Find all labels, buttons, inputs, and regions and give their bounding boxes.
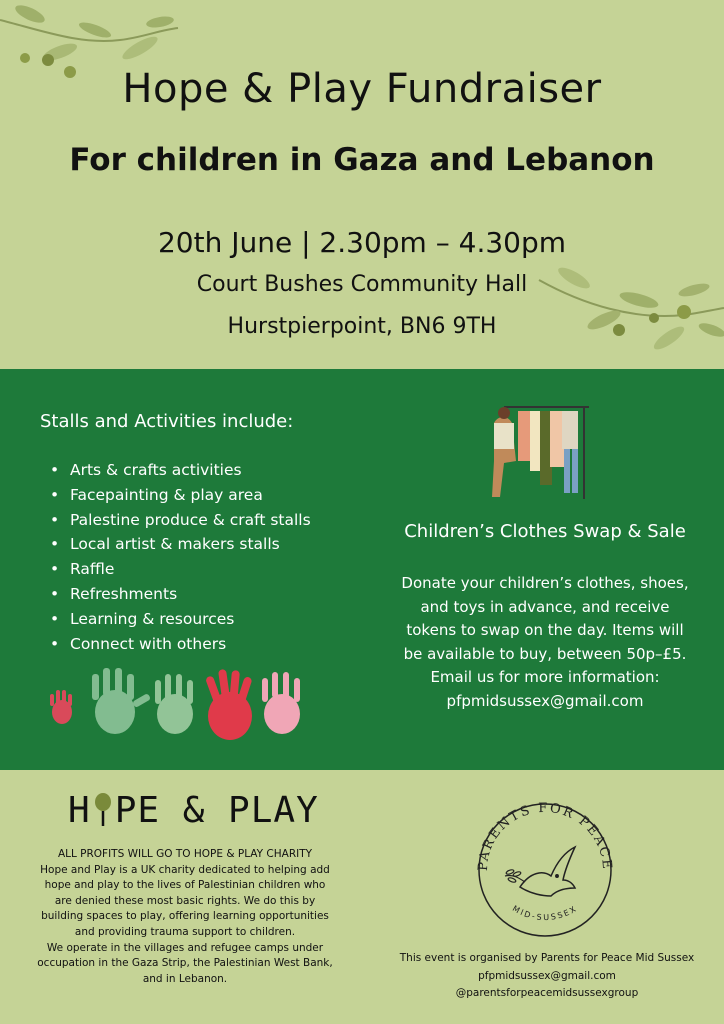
hope-and-play-logo <box>68 788 319 832</box>
swap-line: be available to buy, between 50p–£5. <box>403 644 687 663</box>
charity-line: building spaces to play, offering learning opportunities <box>41 910 329 923</box>
organiser-line: This event is organised by Parents for Peace Mid Sussex <box>399 952 695 964</box>
handprints-illustration <box>40 664 310 744</box>
logo-arc-text: MID-SUSSEX <box>510 903 580 923</box>
charity-line: occupation in the Gaza Strip, the Palestinian West Bank, <box>37 957 333 970</box>
charity-info <box>0 847 370 987</box>
organiser-info <box>370 950 724 1003</box>
organiser-social: @parentsforpeacemidsussexgroup <box>455 987 639 999</box>
swap-heading: Children’s Clothes Swap & Sale <box>404 521 686 542</box>
stalls-heading: Stalls and Activities include: <box>40 411 294 432</box>
swap-line: tokens to swap on the day. Items will <box>406 621 684 639</box>
list-item: • Refreshments <box>48 582 311 607</box>
svg-text:PARENTS FOR PEACE <box>476 801 614 872</box>
handprint-icon <box>262 672 300 734</box>
swap-line: Email us for more information: <box>430 668 660 686</box>
list-item: • Connect with others <box>48 632 311 657</box>
logo-text: H <box>68 789 91 831</box>
footer-section <box>0 770 724 1024</box>
venue-address: Hurstpierpoint, BN6 9TH <box>227 314 497 339</box>
charity-line: hope and play to the lives of Palestinian children who <box>44 879 326 892</box>
event-title: Hope & Play Fundraiser <box>122 66 602 112</box>
svg-text:MID-SUSSEX <box>511 904 579 922</box>
swap-email: pfpmidsussex@gmail.com <box>446 691 644 710</box>
charity-heading: ALL PROFITS WILL GO TO HOPE & PLAY CHARITY <box>57 848 313 860</box>
list-item: • Learning & resources <box>48 607 311 632</box>
venue-name: Court Bushes Community Hall <box>196 272 528 297</box>
list-item: • Local artist & makers stalls <box>48 532 311 557</box>
olive-branch-icon <box>534 250 724 360</box>
clothes-rack-illustration <box>484 401 594 501</box>
event-datetime: 20th June | 2.30pm – 4.30pm <box>157 226 567 259</box>
event-subtitle: For children in Gaza and Lebanon <box>69 142 655 178</box>
list-item: • Raffle <box>48 557 311 582</box>
header-section <box>0 0 724 369</box>
logo-arc-text: PARENTS FOR PEACE <box>475 800 615 872</box>
charity-line: and providing trauma support to children. <box>74 925 296 938</box>
stalls-list <box>48 458 311 656</box>
swap-description <box>370 572 720 713</box>
charity-line: are denied these most basic rights. We do this by <box>54 894 316 907</box>
balloon-icon <box>93 792 113 828</box>
swap-line: Donate your children’s clothes, shoes, <box>401 574 689 592</box>
handprint-icon <box>50 690 72 724</box>
handprint-icon <box>155 674 193 734</box>
dove-icon <box>520 847 575 896</box>
handprint-icon <box>205 669 253 740</box>
charity-line: We operate in the villages and refugee camps under <box>46 941 324 954</box>
handprint-icon <box>92 668 151 734</box>
olive-branch-icon <box>505 869 525 883</box>
swap-line: and toys in advance, and receive <box>420 597 670 616</box>
organiser-email: pfpmidsussex@gmail.com <box>478 969 616 982</box>
list-item: • Facepainting & play area <box>48 483 311 508</box>
charity-line: Hope and Play is a UK charity dedicated to helping add <box>40 863 330 876</box>
logo-text: PE & PLAY <box>114 789 319 831</box>
charity-line: and in Lebanon. <box>142 972 228 985</box>
parents-for-peace-logo <box>465 792 625 942</box>
list-item: • Arts & crafts activities <box>48 458 311 483</box>
activities-section <box>0 369 724 770</box>
list-item: • Palestine produce & craft stalls <box>48 508 311 533</box>
